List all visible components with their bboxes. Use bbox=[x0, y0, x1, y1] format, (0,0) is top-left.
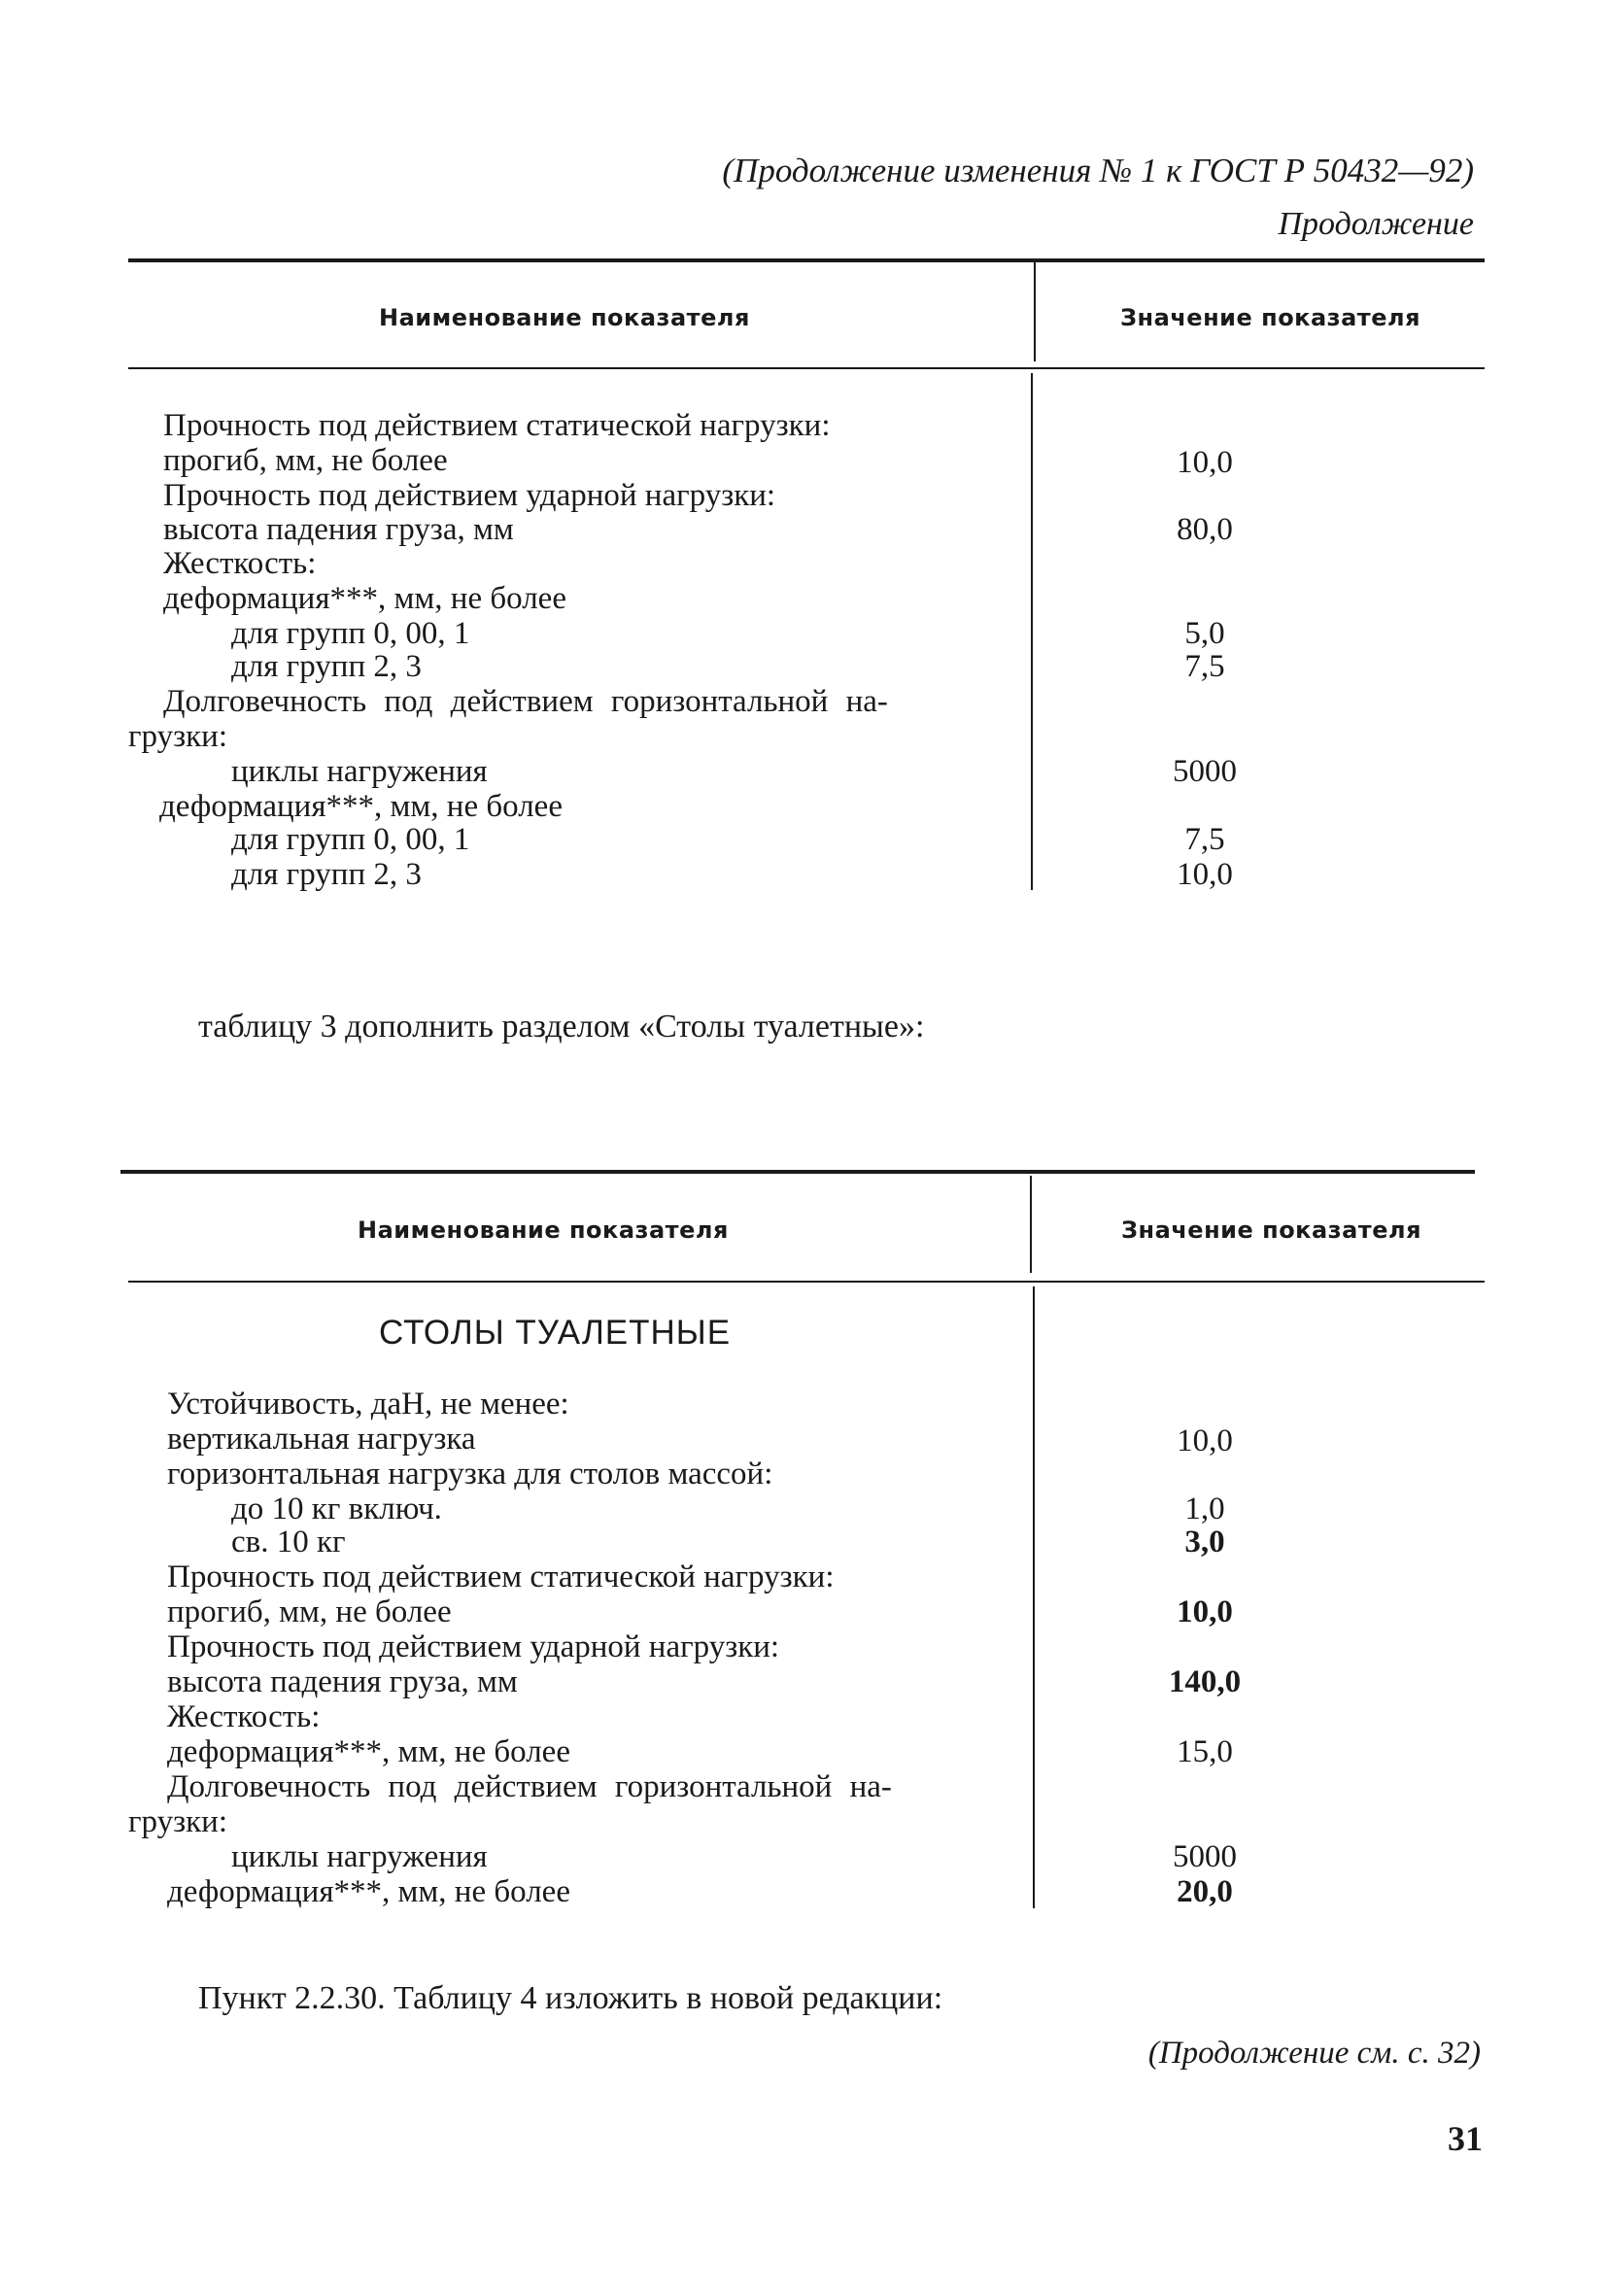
t2-val-11: 15,0 bbox=[1177, 1734, 1233, 1769]
continuation-label: Продолжение bbox=[1278, 206, 1474, 242]
t1-row-11: циклы нагружения bbox=[231, 754, 488, 789]
section-title: СТОЛЫ ТУАЛЕТНЫЕ bbox=[379, 1314, 732, 1352]
table1-header-divider bbox=[1034, 262, 1036, 361]
t1-val-13: 7,5 bbox=[1184, 822, 1225, 857]
table2-col-value: Значение показателя bbox=[1121, 1217, 1421, 1244]
t1-row-12: деформация***, мм, не более bbox=[159, 789, 563, 824]
t1-val-8: 7,5 bbox=[1184, 649, 1225, 684]
t1-row-10: грузки: bbox=[128, 719, 227, 754]
t2-row-13: грузки: bbox=[128, 1804, 227, 1839]
t2-val-14: 5000 bbox=[1173, 1839, 1237, 1874]
t1-row-1: Прочность под действием статической нагрузки: bbox=[163, 408, 831, 443]
t1-val-11: 5000 bbox=[1173, 754, 1237, 789]
t2-val-9: 140,0 bbox=[1168, 1664, 1242, 1699]
t1-val-2: 10,0 bbox=[1177, 445, 1233, 480]
t2-val-4: 1,0 bbox=[1184, 1491, 1225, 1526]
table2-header-rule bbox=[128, 1281, 1485, 1283]
table1-top-rule bbox=[128, 258, 1485, 262]
t2-row-14: циклы нагружения bbox=[231, 1839, 488, 1874]
t2-row-1: Устойчивость, даН, не менее: bbox=[167, 1387, 569, 1422]
table2-body-divider bbox=[1033, 1286, 1035, 1908]
t2-row-3: горизонтальная нагрузка для столов массой: bbox=[167, 1456, 773, 1491]
t2-row-9: высота падения груза, мм bbox=[167, 1664, 518, 1699]
t2-row-15: деформация***, мм, не более bbox=[167, 1874, 570, 1909]
t2-row-10: Жесткость: bbox=[167, 1699, 321, 1734]
t1-row-3: Прочность под действием ударной нагрузки: bbox=[163, 478, 776, 513]
t2-row-8: Прочность под действием ударной нагрузки: bbox=[167, 1629, 780, 1664]
t1-row-14: для групп 2, 3 bbox=[231, 857, 422, 892]
t2-row-4: до 10 кг включ. bbox=[231, 1491, 442, 1526]
t2-row-5: св. 10 кг bbox=[231, 1525, 346, 1559]
t2-row-6: Прочность под действием статической нагрузки: bbox=[167, 1559, 835, 1594]
t2-row-2: вертикальная нагрузка bbox=[167, 1422, 476, 1456]
table1-col-name: Наименование показателя bbox=[379, 304, 750, 331]
table2-col-name: Наименование показателя bbox=[358, 1217, 729, 1244]
table2-header-divider bbox=[1030, 1176, 1032, 1273]
t1-row-9: Долговечность под действием горизонтальной на- bbox=[163, 684, 888, 719]
continuation-footer: (Продолжение см. с. 32) bbox=[1147, 2036, 1481, 2071]
t1-row-5: Жесткость: bbox=[163, 546, 317, 581]
t1-val-7: 5,0 bbox=[1184, 616, 1225, 651]
table2-top-rule bbox=[120, 1170, 1475, 1174]
t2-val-2: 10,0 bbox=[1177, 1423, 1233, 1458]
t2-val-7: 10,0 bbox=[1177, 1594, 1233, 1629]
t1-row-7: для групп 0, 00, 1 bbox=[231, 616, 470, 651]
t1-row-4: высота падения груза, мм bbox=[163, 512, 514, 547]
page-number: 31 bbox=[1448, 2119, 1483, 2158]
t1-val-14: 10,0 bbox=[1177, 857, 1233, 892]
t2-val-15: 20,0 bbox=[1177, 1874, 1233, 1909]
table1-body-divider bbox=[1031, 373, 1033, 890]
t1-row-13: для групп 0, 00, 1 bbox=[231, 822, 470, 857]
t2-row-12: Долговечность под действием горизонтальной на- bbox=[167, 1769, 892, 1804]
paragraph-table3-addition: таблицу 3 дополнить разделом «Столы туалетные»: bbox=[198, 1009, 925, 1045]
table1-header-rule bbox=[128, 367, 1485, 369]
t2-row-7: прогиб, мм, не более bbox=[167, 1594, 452, 1629]
t2-val-5: 3,0 bbox=[1184, 1525, 1225, 1559]
table1-col-value: Значение показателя bbox=[1120, 304, 1420, 331]
t1-row-8: для групп 2, 3 bbox=[231, 649, 422, 684]
continuation-header: (Продолжение изменения № 1 к ГОСТ Р 50432—92) bbox=[722, 152, 1474, 189]
t1-row-2: прогиб, мм, не более bbox=[163, 443, 448, 478]
t1-val-4: 80,0 bbox=[1177, 512, 1233, 547]
paragraph-item-2-2-30: Пункт 2.2.30. Таблицу 4 изложить в новой редакции: bbox=[198, 1980, 943, 2016]
t1-row-6: деформация***, мм, не более bbox=[163, 581, 566, 616]
t2-row-11: деформация***, мм, не более bbox=[167, 1734, 570, 1769]
